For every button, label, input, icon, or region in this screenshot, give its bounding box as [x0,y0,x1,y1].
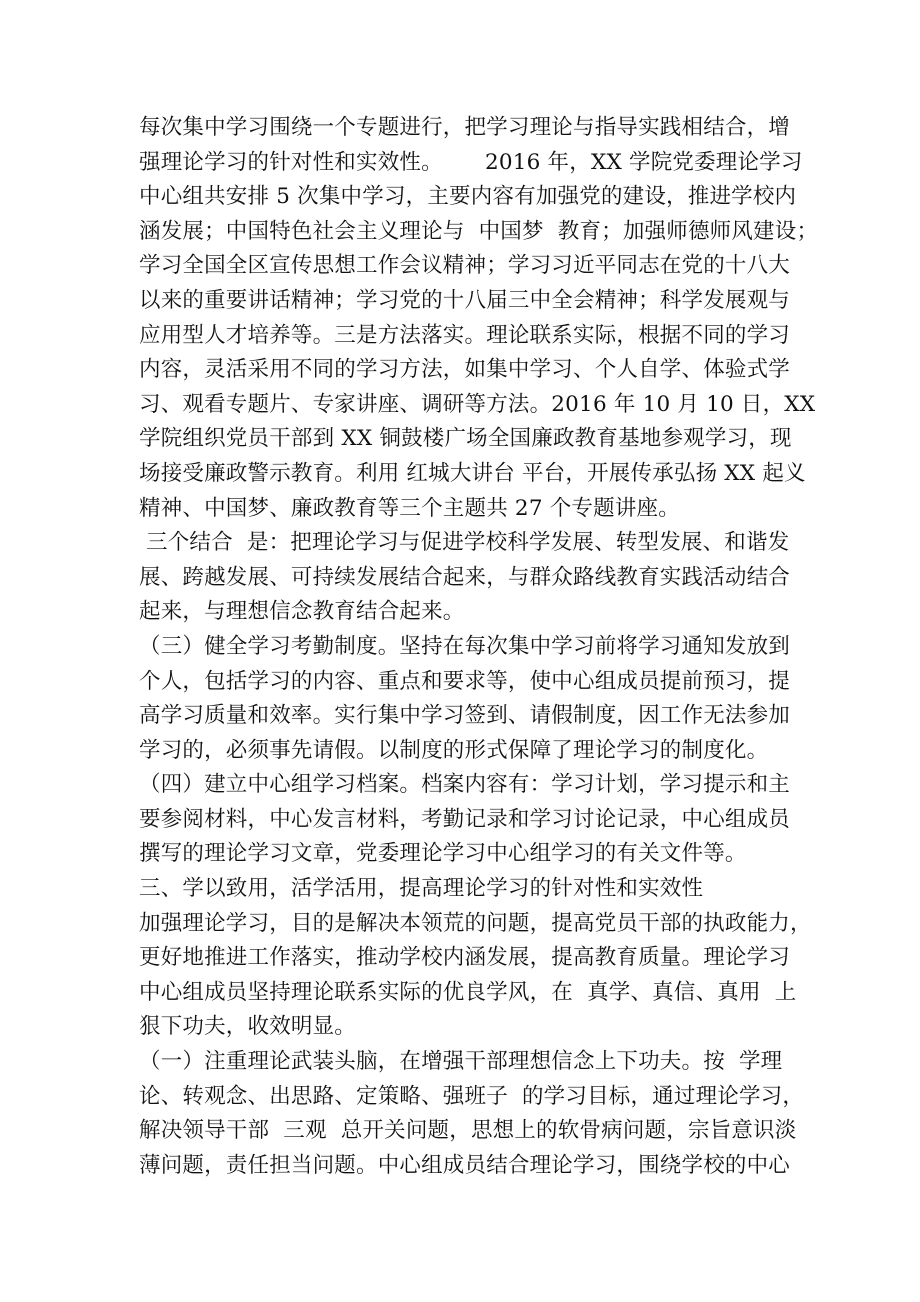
text-line: 撰写的理论学习文章，党委理论学习中心组学习的有关文件等。 [139,841,747,867]
text-line: 解决领导干部 三观 总开关问题，思想上的软骨病问题，宗旨意识淡 [139,1118,797,1144]
text-line: 精神、中国梦、廉政教育等三个主题共 27 个专题讲座。 [139,495,680,521]
text-line: 学习全国全区宣传思想工作会议精神；学习习近平同志在党的十八大 [139,253,791,279]
text-line: 以来的重要讲话精神；学习党的十八届三中全会精神；科学发展观与 [139,287,791,313]
text-line: 学习的，必须事先请假。以制度的形式保障了理论学习的制度化。 [139,737,769,763]
text-line: 每次集中学习围绕一个专题进行，把学习理论与指导实践相结合，增 [139,115,791,140]
text-line: 起来，与理想信念教育结合起来。 [139,599,465,625]
text-line: 要参阅材料，中心发言材料，考勤记录和学习讨论记录，中心组成员 [139,806,791,832]
text-line: 论、转观念、出思路、定策略、强班子 的学习目标，通过理论学习， [139,1083,805,1109]
text-line: 狠下功夫，收效明显。 [139,1014,357,1040]
text-line: 个人，包括学习的内容、重点和要求等，使中心组成员提前预习，提 [139,668,791,694]
text-line: 涵发展；中国特色社会主义理论与 中国梦 教育；加强师德师风建设； [139,218,819,244]
text-line: 中心组共安排 5 次集中学习，主要内容有加强党的建设，推进学校内 [139,184,797,210]
text-line: 学院组织党员干部到 XX 铜鼓楼广场全国廉政教育基地参观学习，现 [139,426,792,452]
text-line: 加强理论学习，目的是解决本领荒的问题，提高党员干部的执政能力， [139,910,812,936]
text-line: （一）注重理论武装头脑，在增强干部理想信念上下功夫。按 学理 [139,1049,783,1075]
text-line: 习、观看专题片、专家讲座、调研等方法。2016 年 10 月 10 日，XX [139,391,816,417]
text-line: 三个结合 是：把理论学习与促进学校科学发展、转型发展、和谐发 [139,530,790,556]
document-body [139,111,819,1183]
text-line: 更好地推进工作落实，推动学校内涵发展，提高教育质量。理论学习 [139,945,791,971]
text-line: 应用型人才培养等。三是方法落实。理论联系实际，根据不同的学习 [139,322,791,348]
text-line: （四）建立中心组学习档案。档案内容有：学习计划，学习提示和主 [139,772,791,798]
text-line: 强理论学习的针对性和实效性。 2016 年，XX 学院党委理论学习 [139,149,803,175]
text-line: 场接受廉政警示教育。利用 红城大讲台 平台，开展传承弘扬 XX 起义 [139,460,806,486]
text-line: 内容，灵活采用不同的学习方法，如集中学习、个人自学、体验式学 [139,357,791,383]
text-line: （三）健全学习考勤制度。坚持在每次集中学习前将学习通知发放到 [139,633,791,659]
text-line: 中心组成员坚持理论联系实际的优良学风，在 真学、真信、真用 上 [139,979,797,1005]
text-line: 展、跨越发展、可持续发展结合起来，与群众路线教育实践活动结合 [139,564,791,590]
text-line: 高学习质量和效率。实行集中学习签到、请假制度，因工作无法参加 [139,703,791,729]
section-heading: 三、学以致用，活学活用，提高理论学习的针对性和实效性 [139,876,704,902]
text-line: 薄问题，责任担当问题。中心组成员结合理论学习，围绕学校的中心 [139,1152,791,1178]
